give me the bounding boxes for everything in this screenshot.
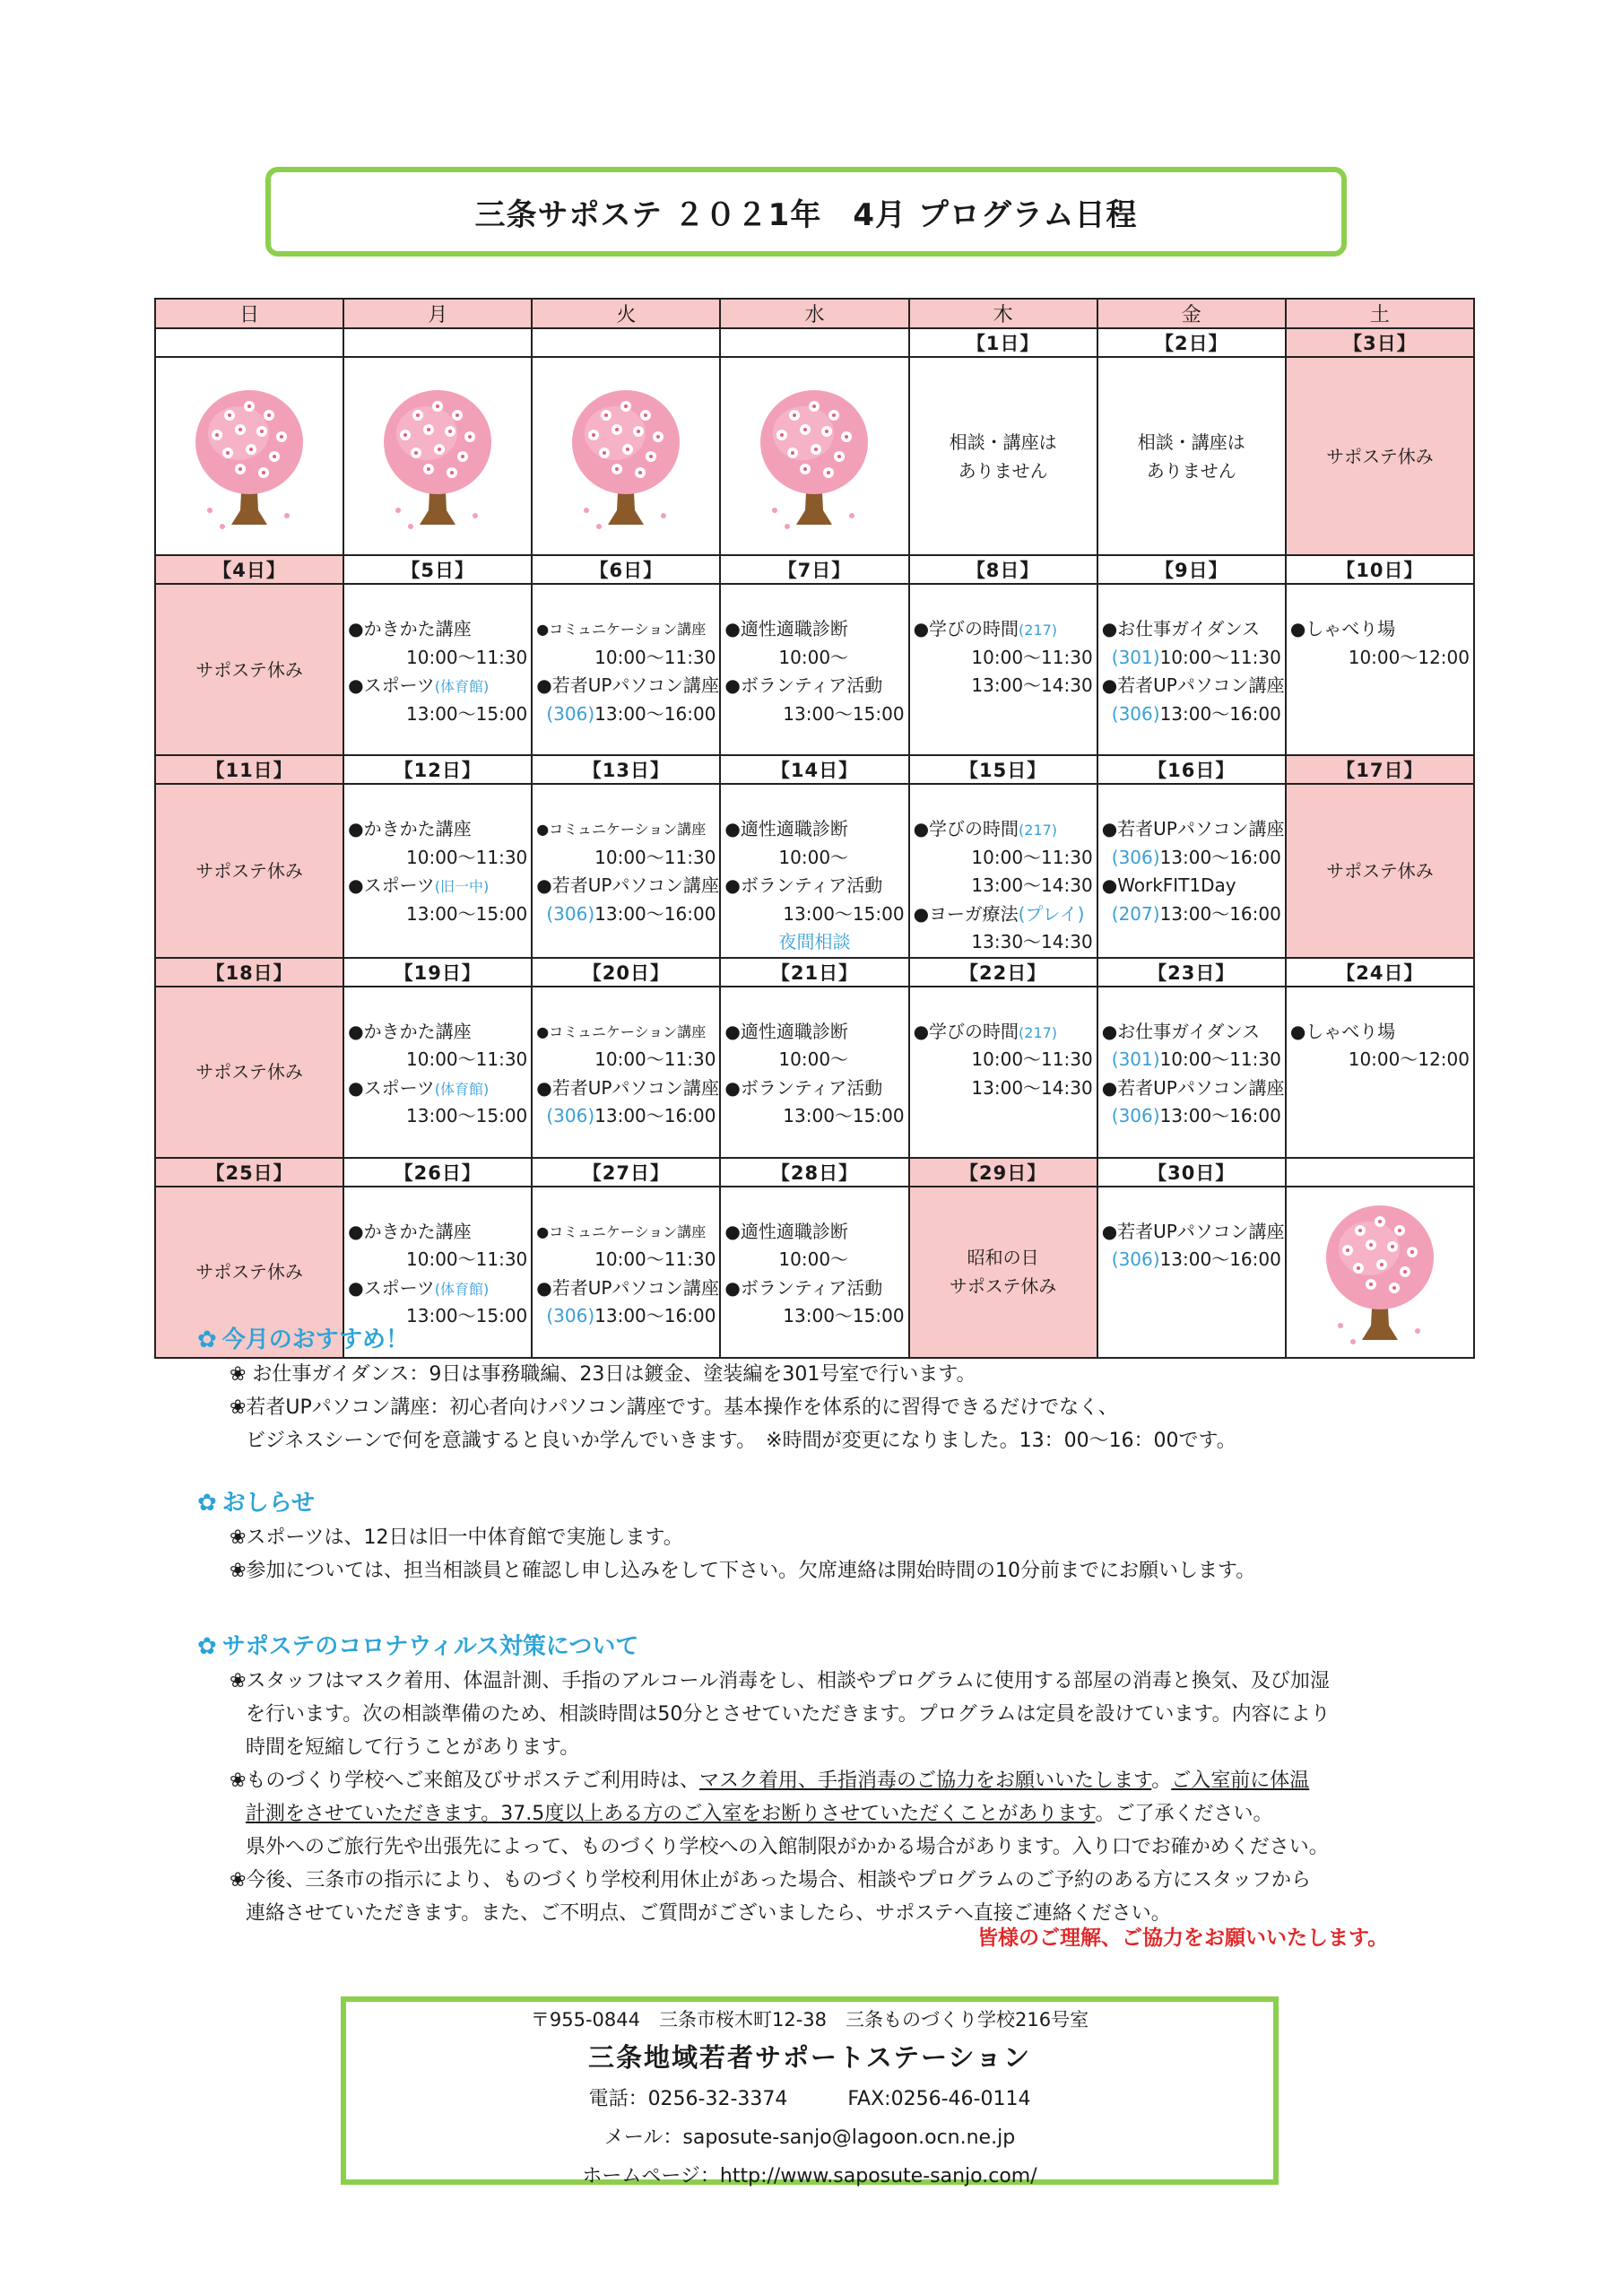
program-name: ●かきかた講座 xyxy=(348,818,472,839)
program-time: 10:00～11:30 xyxy=(1159,646,1281,668)
website-text: ホームページ：http://www.saposute-sanjo.com/ xyxy=(582,2165,1037,2187)
program-name: ●適性適職診断 xyxy=(724,1220,848,1242)
date-cell xyxy=(343,328,532,357)
weekday-sat: 土 xyxy=(1286,299,1474,328)
date-cell: 【24日】 xyxy=(1286,958,1474,987)
day-cell xyxy=(720,784,908,958)
content-row xyxy=(155,784,1474,958)
program-name: ●かきかた講座 xyxy=(348,1020,472,1042)
email-text: メール：saposute-sanjo@lagoon.ocn.ne.jp xyxy=(603,2126,1016,2149)
covid-line: 連絡させていただきます。また、ご不明点、ご質問がございましたら、サポステへ直接ご連絡ください。 xyxy=(246,1902,1171,1925)
program-name: ●かきかた講座 xyxy=(348,618,472,639)
content-row xyxy=(155,584,1474,755)
date-cell: 【22日】 xyxy=(909,958,1097,987)
program-name: ●ボランティア活動 xyxy=(724,674,883,696)
program-name: ●若者UPパソコン講座 xyxy=(536,674,720,696)
program-time: 10:00～11:30 xyxy=(406,846,528,868)
night-consultation-label: 夜間相談 xyxy=(778,931,851,952)
day-cell xyxy=(532,584,720,755)
program-name: ●学びの時間 xyxy=(913,818,1019,839)
program-time: 13:00～15:00 xyxy=(406,902,528,925)
day-cell xyxy=(909,987,1097,1158)
weekday-tue: 火 xyxy=(532,299,720,328)
program-time: 10:00～12:00 xyxy=(1348,646,1470,668)
recommend-line: ❀若者UPパソコン講座：初心者向けパソコン講座です。基本操作を体系的に習得できるだけでなく、 xyxy=(230,1396,1118,1419)
day-cell xyxy=(532,987,720,1158)
holiday-text: 昭和の日 xyxy=(967,1247,1039,1268)
room-label: (体育館) xyxy=(434,678,490,695)
program-time: 13:00～14:30 xyxy=(971,874,1093,896)
program-time: 13:00～15:00 xyxy=(783,702,905,725)
calendar-table xyxy=(154,298,1475,1359)
program-time: 13:00～16:00 xyxy=(1159,1248,1281,1270)
program-time: 13:00～16:00 xyxy=(594,902,716,925)
program-time: 13:00～15:00 xyxy=(783,1305,905,1326)
program-time: 13:00～14:30 xyxy=(971,674,1093,696)
program-time: 10:00～11:30 xyxy=(594,846,716,868)
date-cell: 【14日】 xyxy=(720,755,908,784)
program-name: ●若者UPパソコン講座 xyxy=(536,874,720,896)
closed-text: サポステ休み xyxy=(195,859,303,882)
notice-heading xyxy=(197,1485,1255,1521)
date-cell: 【25日】 xyxy=(155,1158,343,1187)
room-label: (プレイ) xyxy=(1018,902,1085,925)
program-name: ●若者UPパソコン講座 xyxy=(1101,1076,1285,1099)
program-name: ●若者UPパソコン講座 xyxy=(536,1276,720,1299)
covid-heading-text: サポステのコロナウィルス対策について xyxy=(221,1632,639,1660)
day-cell xyxy=(1286,1187,1474,1358)
program-name: ●適性適職診断 xyxy=(724,1020,848,1042)
day-cell xyxy=(909,357,1097,555)
date-cell: 【28日】 xyxy=(720,1158,908,1187)
program-name: ●若者UPパソコン講座 xyxy=(1101,1220,1285,1242)
cherry-tree-icon xyxy=(563,376,689,537)
date-cell: 【6日】 xyxy=(532,555,720,584)
date-cell: 【19日】 xyxy=(343,958,532,987)
no-program-text: 相談・講座は xyxy=(1137,430,1245,453)
covid-text: 。ご了承ください。 xyxy=(1095,1803,1273,1825)
program-time: 10:00～ xyxy=(778,846,849,868)
program-name: ●お仕事ガイダンス xyxy=(1101,1020,1261,1042)
program-name: ●スポーツ xyxy=(348,674,435,696)
room-label: (217) xyxy=(1019,822,1058,839)
program-time: 10:00～11:30 xyxy=(594,1248,716,1270)
room-label: (体育館) xyxy=(434,1280,490,1298)
recommend-line: ❀ お仕事ガイダンス：9日は事務職編、23日は鍍金、塗装編を301号室で行います。 xyxy=(230,1363,976,1386)
program-name: ●学びの時間 xyxy=(913,618,1019,639)
title-text: 三条サポステ ２０２1年 4月 プログラム日程 xyxy=(474,196,1138,233)
closed-text: サポステ休み xyxy=(195,1261,303,1283)
notice-line: ❀スポーツは、12日は旧一中体育館で実施します。 xyxy=(230,1526,683,1549)
program-name: ●ボランティア活動 xyxy=(724,1076,883,1099)
date-cell: 【7日】 xyxy=(720,555,908,584)
day-cell xyxy=(909,784,1097,958)
date-cell: 【8日】 xyxy=(909,555,1097,584)
closed-text: サポステ休み xyxy=(195,1061,303,1083)
recommend-heading-text: 今月のおすすめ！ xyxy=(221,1326,410,1353)
date-cell: 【5日】 xyxy=(343,555,532,584)
room-label: (306) xyxy=(546,1105,595,1126)
no-program-text: ありません xyxy=(1146,459,1236,482)
program-time: 13:00～16:00 xyxy=(1159,1105,1281,1126)
room-label: (306) xyxy=(1111,1248,1160,1270)
room-label: (301) xyxy=(1111,646,1160,668)
date-cell: 【30日】 xyxy=(1097,1158,1286,1187)
program-time: 13:00～16:00 xyxy=(1159,902,1281,925)
covid-line: を行います。次の相談準備のため、相談時間は50分とさせていただきます。プログラムは定員を設けています。内容により xyxy=(246,1703,1331,1726)
program-time: 10:00～11:30 xyxy=(971,646,1093,668)
program-name: ●適性適職診断 xyxy=(724,618,848,639)
program-time: 13:00～16:00 xyxy=(1159,846,1281,868)
room-label: (306) xyxy=(546,702,595,725)
program-time: 13:00～15:00 xyxy=(406,1105,528,1126)
content-row xyxy=(155,987,1474,1158)
program-time: 13:00～16:00 xyxy=(594,1105,716,1126)
cherry-tree-icon xyxy=(375,376,500,537)
program-name: ●若者UPパソコン講座 xyxy=(1101,818,1285,839)
covid-line xyxy=(197,1764,1331,1797)
day-cell xyxy=(1286,584,1474,755)
contact-box xyxy=(341,1996,1279,2185)
date-cell: 【4日】 xyxy=(155,555,343,584)
room-label: (306) xyxy=(546,902,595,925)
weekday-thu: 木 xyxy=(909,299,1097,328)
covid-section xyxy=(197,1629,1331,1930)
day-cell xyxy=(909,584,1097,755)
date-cell: 【16日】 xyxy=(1097,755,1286,784)
program-name: ●スポーツ xyxy=(348,874,435,896)
notice-section xyxy=(197,1485,1255,1587)
program-time: 13:00～15:00 xyxy=(406,1305,528,1326)
program-time: 13:30～14:30 xyxy=(971,931,1093,952)
program-name: ●若者UPパソコン講座 xyxy=(536,1076,720,1099)
covid-text: ❀ものづくり学校へご来館及びサポステご利用時は、 xyxy=(230,1770,699,1792)
day-cell xyxy=(1097,584,1286,755)
program-name: ●適性適職診断 xyxy=(724,818,848,839)
weekday-mon: 月 xyxy=(343,299,532,328)
program-time: 13:00～16:00 xyxy=(594,702,716,725)
date-cell xyxy=(532,328,720,357)
closed-text: サポステ休み xyxy=(1326,445,1434,467)
content-row xyxy=(155,357,1474,555)
date-cell: 【3日】 xyxy=(1286,328,1474,357)
cherry-tree-icon xyxy=(1317,1191,1443,1352)
room-label: (301) xyxy=(1111,1048,1160,1070)
program-time: 10:00～11:30 xyxy=(594,1048,716,1070)
program-name: ●ヨーガ療法 xyxy=(913,902,1019,925)
weekday-wed: 水 xyxy=(720,299,908,328)
covid-heading xyxy=(197,1629,1331,1665)
program-name: ●スポーツ xyxy=(348,1276,435,1299)
room-label: (306) xyxy=(1111,1105,1160,1126)
program-time: 10:00～11:30 xyxy=(406,1248,528,1270)
date-cell: 【20日】 xyxy=(532,958,720,987)
day-cell xyxy=(343,584,532,755)
day-cell xyxy=(155,987,343,1158)
program-name: ●かきかた講座 xyxy=(348,1220,472,1242)
cherry-tree-icon xyxy=(751,376,877,537)
room-label: (体育館) xyxy=(434,1080,490,1098)
program-name: ●コミュニケーション講座 xyxy=(536,1222,707,1240)
room-label: (217) xyxy=(1019,622,1058,639)
program-time: 13:00～15:00 xyxy=(783,902,905,925)
date-row xyxy=(155,958,1474,987)
date-cell xyxy=(720,328,908,357)
date-cell: 【21日】 xyxy=(720,958,908,987)
program-name: ●しゃべり場 xyxy=(1289,1020,1396,1042)
program-time: 13:00～15:00 xyxy=(406,702,528,725)
date-cell xyxy=(155,328,343,357)
day-cell xyxy=(720,357,908,555)
program-time: 10:00～11:30 xyxy=(594,646,716,668)
program-name: ●お仕事ガイダンス xyxy=(1101,618,1261,639)
day-cell xyxy=(1286,987,1474,1158)
program-name: ●コミュニケーション講座 xyxy=(536,1022,707,1040)
day-cell xyxy=(532,357,720,555)
closed-text: サポステ休み xyxy=(1326,859,1434,882)
date-cell: 【9日】 xyxy=(1097,555,1286,584)
address-text: 〒955-0844 三条市桜木町12-38 三条ものづくり学校216号室 xyxy=(530,2009,1089,2031)
date-cell xyxy=(1286,1158,1474,1187)
program-time: 13:00～14:30 xyxy=(971,1076,1093,1099)
covid-underlined-text: マスク着用、手指消毒のご協力をお願いいたします xyxy=(699,1770,1152,1792)
recommend-line: ビジネスシーンで何を意識すると良いか学んでいきます。 ※時間が変更になりました。13：00～16：00です。 xyxy=(246,1430,1236,1452)
day-cell xyxy=(1286,357,1474,555)
date-cell: 【13日】 xyxy=(532,755,720,784)
program-time: 10:00～11:30 xyxy=(406,646,528,668)
program-time: 13:00～16:00 xyxy=(594,1305,716,1326)
no-program-text: 相談・講座は xyxy=(949,430,1057,453)
date-cell: 【17日】 xyxy=(1286,755,1474,784)
program-time: 10:00～11:30 xyxy=(1159,1048,1281,1070)
notice-heading-text: おしらせ xyxy=(221,1489,316,1517)
covid-underlined-text: ご入室前に体温 xyxy=(1171,1770,1310,1792)
program-name: ●コミュニケーション講座 xyxy=(536,621,707,638)
program-time: 10:00～ xyxy=(778,1048,849,1070)
date-cell: 【23日】 xyxy=(1097,958,1286,987)
day-cell xyxy=(1286,784,1474,958)
program-name: ●スポーツ xyxy=(348,1076,435,1099)
phone-text: 電話：0256-32-3374 xyxy=(588,2088,788,2110)
covid-text: 。 xyxy=(1151,1770,1172,1792)
date-cell: 【11日】 xyxy=(155,755,343,784)
weekday-sun: 日 xyxy=(155,299,343,328)
program-time: 10:00～12:00 xyxy=(1348,1048,1470,1070)
date-cell: 【26日】 xyxy=(343,1158,532,1187)
program-time: 10:00～11:30 xyxy=(971,1048,1093,1070)
day-cell xyxy=(1097,987,1286,1158)
program-time: 10:00～ xyxy=(778,646,849,668)
program-time: 10:00～11:30 xyxy=(971,846,1093,868)
closed-text: サポステ休み xyxy=(949,1275,1057,1297)
date-cell: 【29日】 xyxy=(909,1158,1097,1187)
covid-line: 県外へのご旅行先や出張先によって、ものづくり学校への入館制限がかかる場合があります。入り口でお確かめください。 xyxy=(246,1836,1329,1858)
covid-line xyxy=(197,1797,1331,1831)
recommend-section xyxy=(197,1322,1236,1457)
organization-name: 三条地域若者サポートステーション xyxy=(588,2042,1031,2073)
fax-text: FAX:0256-46-0114 xyxy=(847,2088,1031,2110)
day-cell xyxy=(343,987,532,1158)
program-time: 13:00～15:00 xyxy=(783,1105,905,1126)
date-cell: 【15日】 xyxy=(909,755,1097,784)
day-cell xyxy=(155,784,343,958)
day-cell xyxy=(532,784,720,958)
program-name: ●ボランティア活動 xyxy=(724,874,883,896)
room-label: (217) xyxy=(1019,1023,1058,1041)
day-cell xyxy=(720,584,908,755)
closing-note: 皆様のご理解、ご協力をお願いいたします。 xyxy=(977,1926,1389,1950)
date-cell: 【2日】 xyxy=(1097,328,1286,357)
program-time: 10:00～11:30 xyxy=(406,1048,528,1070)
day-cell xyxy=(720,987,908,1158)
flower-icon: ✿ xyxy=(197,1632,217,1660)
room-label: (旧一中) xyxy=(434,878,490,895)
day-cell xyxy=(1097,784,1286,958)
room-label: (207) xyxy=(1111,902,1160,925)
date-cell: 【27日】 xyxy=(532,1158,720,1187)
date-row xyxy=(155,1158,1474,1187)
room-label: (306) xyxy=(546,1305,595,1326)
weekday-fri: 金 xyxy=(1097,299,1286,328)
phone-fax-line xyxy=(346,2083,1273,2111)
date-cell: 【12日】 xyxy=(343,755,532,784)
program-name: ●ボランティア活動 xyxy=(724,1276,883,1299)
flower-icon: ✿ xyxy=(197,1326,217,1353)
program-name: ●WorkFIT1Day xyxy=(1101,874,1236,896)
program-name: ●しゃべり場 xyxy=(1289,618,1396,639)
day-cell xyxy=(155,357,343,555)
date-row xyxy=(155,555,1474,584)
no-program-text: ありません xyxy=(958,459,1048,482)
date-cell: 【1日】 xyxy=(909,328,1097,357)
date-row xyxy=(155,328,1474,357)
covid-underlined-text: 計測をさせていただきます。37.5度以上ある方のご入室をお断りさせていただくことがあります xyxy=(246,1803,1096,1825)
notice-line: ❀参加については、担当相談員と確認し申し込みをして下さい。欠席連絡は開始時間の10分前までにお願いします。 xyxy=(230,1560,1256,1582)
recommend-heading xyxy=(197,1322,1236,1358)
date-cell: 【10日】 xyxy=(1286,555,1474,584)
covid-line: ❀スタッフはマスク着用、体温計測、手指のアルコール消毒をし、相談やプログラムに使用する部屋の消毒と換気、及び加湿 xyxy=(230,1670,1330,1692)
date-cell: 【18日】 xyxy=(155,958,343,987)
covid-line: ❀今後、三条市の指示により、ものづくり学校利用休止があった場合、相談やプログラムのご予約のある方にスタッフから xyxy=(230,1869,1311,1892)
room-label: (306) xyxy=(1111,846,1160,868)
weekday-header-row xyxy=(155,299,1474,328)
page-title xyxy=(265,167,1347,257)
day-cell xyxy=(343,784,532,958)
program-name: ●コミュニケーション講座 xyxy=(536,821,707,838)
date-row xyxy=(155,755,1474,784)
program-time: 13:00～16:00 xyxy=(1159,702,1281,725)
day-cell xyxy=(1097,357,1286,555)
day-cell xyxy=(155,584,343,755)
room-label: (306) xyxy=(1111,702,1160,725)
program-name: ●若者UPパソコン講座 xyxy=(1101,674,1285,696)
cherry-tree-icon xyxy=(186,376,312,537)
flower-icon: ✿ xyxy=(197,1489,217,1517)
program-name: ●学びの時間 xyxy=(913,1020,1019,1042)
day-cell xyxy=(343,357,532,555)
covid-line: 時間を短縮して行うことがあります。 xyxy=(246,1736,580,1759)
program-time: 10:00～ xyxy=(778,1248,849,1270)
closed-text: サポステ休み xyxy=(195,658,303,681)
